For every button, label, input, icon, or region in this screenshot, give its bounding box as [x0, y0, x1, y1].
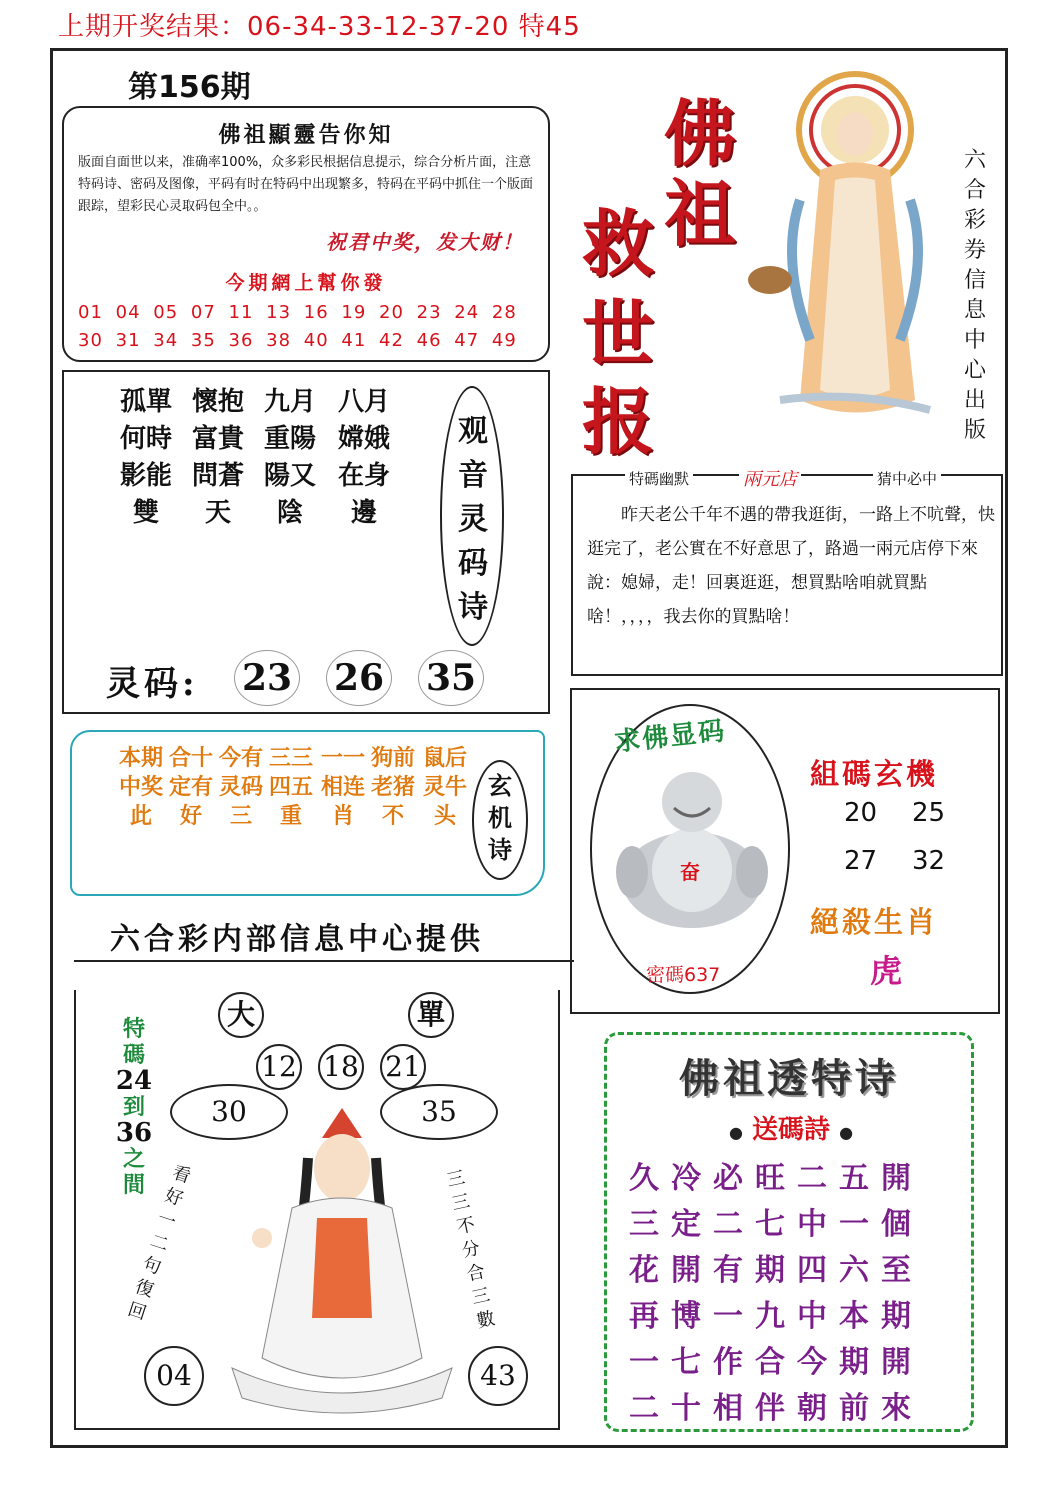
divider — [74, 960, 574, 962]
wish-text: 祝君中奖，发大财！ — [326, 230, 524, 254]
guanyin-poem-title-oval — [440, 386, 504, 646]
number-30: 30 — [170, 1084, 288, 1140]
group-code-2: 25 — [912, 798, 946, 828]
left-hint-text: 看好一二句復回 — [125, 1161, 194, 1325]
intro-title: 佛祖顯靈告你知 — [218, 122, 394, 148]
brand-char-3: 救 — [582, 201, 655, 286]
bullet-icon: ● — [728, 1123, 743, 1142]
buddha-code: 密碼637 — [646, 964, 721, 986]
xuanji-title: 玄机诗 — [488, 772, 512, 864]
brand-char-2: 祖 — [664, 171, 737, 256]
special-poem-row-4: 再博一九中本期 — [629, 1299, 923, 1334]
xuanji-column-2: 合十定有好 — [168, 745, 213, 829]
intro-text: 版面自面世以来，准确率100%，众多彩民根据信息提示，综合分析片面，注意特码诗、密码及图像，平码有时在特码中出现繁多，特码在平码中抓住一个版面跟踪，望彩民心灵取码包全中。。 — [78, 155, 534, 214]
brand-char-1: 佛 — [664, 91, 737, 176]
numbers-row-2: 30 31 34 35 36 38 40 41 42 46 47 49 — [78, 330, 517, 351]
lingma-label: 灵码: — [106, 664, 199, 704]
number-21: 21 — [380, 1044, 426, 1090]
previous-result: 上期开奖结果：06-34-33-12-37-20 特45 — [58, 12, 581, 42]
special-poem-subtitle — [701, 1109, 881, 1146]
guanyin-poem-title: 观音灵码诗 — [458, 414, 488, 625]
special-poem-row-2: 三定二七中一個 — [629, 1207, 923, 1242]
special-poem-row-1: 久冷必旺二五開 — [629, 1161, 923, 1196]
joke-header-right: 猜中必中 — [873, 468, 941, 489]
buddha-char: 奋 — [680, 860, 700, 884]
special-poem-subtitle-text: 送碼詩 — [751, 1115, 830, 1145]
special-range-from: 24 — [115, 1066, 153, 1096]
group-code-title: 組碼玄機 — [810, 757, 939, 791]
bullet-icon: ● — [839, 1123, 854, 1142]
joke-box — [571, 469, 1003, 676]
number-35: 35 — [380, 1084, 498, 1140]
special-range — [112, 1016, 156, 1198]
special-range-label: 特碼 — [123, 1016, 146, 1068]
lingma-number-1: 23 — [234, 650, 300, 706]
joke-header-title: 兩元店 — [739, 465, 801, 491]
special-poem-title: 佛祖透特诗 — [679, 1055, 899, 1102]
laughing-buddha-illustration — [612, 762, 772, 932]
group-code-1: 20 — [844, 798, 878, 828]
single-label: 單 — [408, 992, 454, 1038]
help-title: 今期網上幫你發 — [225, 272, 387, 294]
buddha-oval — [590, 704, 790, 994]
number-43: 43 — [468, 1346, 528, 1406]
number-04: 04 — [144, 1346, 204, 1406]
lingma-number-3: 35 — [418, 650, 484, 706]
xuanji-title-oval — [472, 760, 528, 880]
brand-char-5: 报 — [582, 379, 655, 464]
number-18: 18 — [318, 1044, 364, 1090]
special-poem-row-3: 花開有期四六至 — [629, 1253, 923, 1288]
issue-number: 第156期 — [128, 70, 251, 105]
poem-column-1: 孤單何時影能雙 — [119, 387, 172, 528]
joke-text: 昨天老公千年不遇的帶我逛街，一路上不吭聲，快逛完了，老公實在不好意思了，路過一兩元店停下來說：媳婦，走！回裏逛逛，想買點啥咱就買點啥！，，，，我去你的買點啥！ — [587, 505, 995, 627]
special-poem-box — [604, 1032, 974, 1432]
right-hint-text: 三三不分合三數 — [444, 1167, 497, 1333]
lingma-number-2: 26 — [326, 650, 392, 706]
provider-text: 六合彩内部信息中心提供 — [110, 922, 484, 957]
group-code-4: 32 — [912, 846, 946, 876]
joke-header-left: 特碼幽默 — [625, 468, 693, 489]
xuanji-column-6: 狗前老猪不 — [370, 745, 415, 829]
xuanji-column-5: 一一相连肖 — [320, 745, 365, 829]
special-poem-row-5: 一七作合今期開 — [629, 1345, 923, 1380]
poem-column-4: 八月嫦娥在身邊 — [337, 387, 390, 528]
xuanji-column-1: 本期中奖此 — [118, 745, 163, 829]
xuanji-column-4: 三三四五重 — [268, 745, 313, 829]
buddha-title: 求佛显码 — [613, 716, 728, 758]
group-code-3: 27 — [844, 846, 878, 876]
guanyin-standing-illustration — [740, 60, 950, 430]
intro-box — [62, 106, 550, 362]
kill-zodiac-title: 絕殺生肖 — [810, 905, 939, 939]
special-poem-row-6: 二十相伴朝前來 — [629, 1391, 923, 1426]
kill-zodiac: 虎 — [870, 952, 903, 990]
numbers-row-1: 01 04 05 07 11 13 16 19 20 23 24 28 — [78, 302, 517, 323]
guanyin-seated-illustration — [222, 1098, 462, 1418]
buddha-box — [570, 688, 1000, 1014]
xuanji-column-7: 鼠后灵牛头 — [422, 745, 467, 829]
brand-char-4: 世 — [582, 291, 655, 376]
special-range-between: 之間 — [123, 1146, 146, 1198]
poem-column-2: 懷抱富貴問蒼天 — [191, 387, 244, 528]
special-range-to: 到 — [122, 1094, 145, 1120]
poem-column-3: 九月重陽陽又陰 — [263, 387, 316, 528]
publisher-vertical: 六合彩券信息中心出版 — [963, 148, 986, 443]
xuanji-column-3: 今有灵码三 — [218, 745, 263, 829]
special-range-end: 36 — [115, 1118, 153, 1148]
big-label: 大 — [218, 992, 264, 1038]
number-12: 12 — [256, 1044, 302, 1090]
